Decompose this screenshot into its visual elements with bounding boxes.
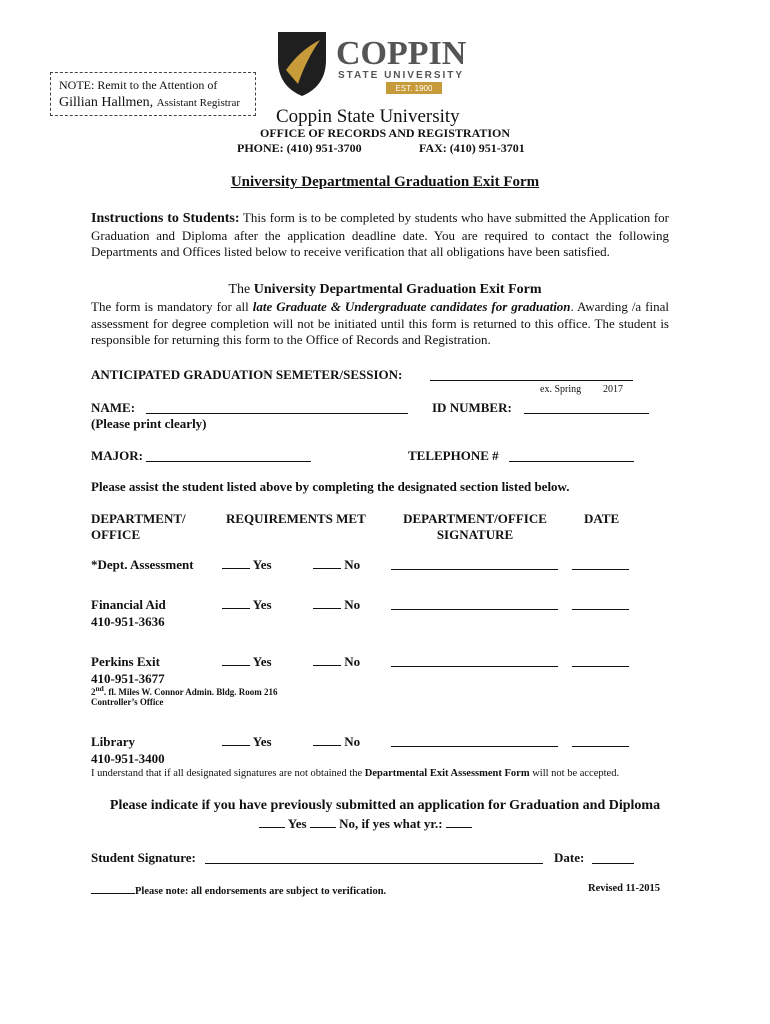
row-financial-aid: Financial Aid 410-951-3636 xyxy=(91,597,166,629)
understand-statement: I understand that if all designated signatures are not obtained the Departmental Exit Assessment Form will not be accepted. xyxy=(91,768,620,779)
revised-date: Revised 11-2015 xyxy=(588,883,661,894)
header-requirements: REQUIREMENTS MET xyxy=(226,511,366,526)
date-field[interactable] xyxy=(572,556,629,570)
no-option[interactable]: No xyxy=(313,596,360,613)
signature-field[interactable] xyxy=(391,733,558,747)
signature-field[interactable] xyxy=(391,596,558,610)
row-library: Library 410-951-3400 xyxy=(91,734,165,766)
instructions-label: Instructions to Students: xyxy=(91,211,240,226)
no-option[interactable]: No xyxy=(313,556,360,573)
id-field[interactable] xyxy=(524,400,649,414)
signature-date-label: Date: xyxy=(554,850,585,865)
university-name: Coppin State University xyxy=(276,106,460,127)
signature-field[interactable] xyxy=(391,653,558,667)
semester-hint-ex: ex. Spring xyxy=(540,384,582,395)
major-label: MAJOR: xyxy=(91,448,143,463)
name-label: NAME: xyxy=(91,400,136,415)
name-field[interactable] xyxy=(146,400,408,414)
coppin-logo xyxy=(276,30,486,100)
yes-option[interactable]: Yes xyxy=(222,733,272,750)
semester-field[interactable] xyxy=(430,367,633,381)
form-title: University Departmental Graduation Exit Form xyxy=(230,174,540,190)
previous-application-answer[interactable]: Yes No, if yes what yr.: xyxy=(259,815,472,832)
signature-date-field[interactable] xyxy=(592,850,634,864)
semester-label: ANTICIPATED GRADUATION SEMETER/SESSION: xyxy=(91,367,403,382)
date-field[interactable] xyxy=(572,653,629,667)
remit-note-line: NOTE: Remit to the Attention of xyxy=(59,78,218,92)
telephone-field[interactable] xyxy=(509,448,634,462)
telephone-label: TELEPHONE # xyxy=(408,448,499,463)
date-field[interactable] xyxy=(572,733,629,747)
id-label: ID NUMBER: xyxy=(432,400,512,415)
logo-name: COPPIN xyxy=(336,35,467,72)
student-signature-label: Student Signature: xyxy=(91,850,196,865)
yes-option[interactable]: Yes xyxy=(222,653,272,670)
instructions-paragraph xyxy=(91,210,669,261)
header-date: DATE xyxy=(584,511,620,526)
office-name: OFFICE OF RECORDS AND REGISTRATION xyxy=(259,126,511,140)
name-hint: (Please print clearly) xyxy=(91,416,207,431)
row-perkins-exit: Perkins Exit 410-951-3677 xyxy=(91,654,165,686)
student-signature-field[interactable] xyxy=(205,850,543,864)
office-fax: FAX: (410) 951-3701 xyxy=(419,141,525,155)
remit-note-name: Gillian Hallmen, Assistant Registrar xyxy=(59,95,241,110)
endorsement-note: Please note: all endorsements are subject to verification. xyxy=(91,883,386,897)
date-field[interactable] xyxy=(572,596,629,610)
logo-sub: STATE UNIVERSITY xyxy=(338,70,465,81)
row-dept-assessment: *Dept. Assessment xyxy=(91,557,194,572)
perkins-office: Controller’s Office xyxy=(91,697,164,707)
signature-field[interactable] xyxy=(391,556,558,570)
no-option[interactable]: No xyxy=(313,733,360,750)
semester-hint-year: 2017 xyxy=(603,384,623,395)
yes-option[interactable]: Yes xyxy=(222,556,272,573)
major-field[interactable] xyxy=(146,448,311,462)
no-option[interactable]: No xyxy=(313,653,360,670)
perkins-location: 2nd. fl. Miles W. Connor Admin. Bldg. Room 216 xyxy=(91,684,278,697)
previous-application-question: Please indicate if you have previously submitted an application for Graduation and Diploma xyxy=(109,798,661,813)
instructions-text: This form is to be completed by students who have submitted the Application for Graduation and Diploma after the application deadline date. You are required to contact the following Departments and Offices listed below to receive verification that all obligations have been satisfied. xyxy=(91,210,669,259)
logo-est: EST. 1900 xyxy=(395,84,433,93)
assist-text: Please assist the student listed above by completing the designated section listed below. xyxy=(91,479,570,494)
remit-note-box xyxy=(50,72,256,116)
header-signature: DEPARTMENT/OFFICE SIGNATURE xyxy=(403,511,547,542)
office-phone: PHONE: (410) 951-3700 xyxy=(237,141,362,155)
yes-option[interactable]: Yes xyxy=(222,596,272,613)
mandatory-heading: The University Departmental Graduation Exit Form xyxy=(228,282,542,297)
header-department: DEPARTMENT/ OFFICE xyxy=(91,511,186,542)
mandatory-paragraph: The form is mandatory for all late Graduate & Undergraduate candidates for graduation. Awarding /a final assessment for degree completion will not be initiated until this form is returned to this office. The student is responsible for returning this form to the Office of Records and Registration. xyxy=(91,299,669,347)
